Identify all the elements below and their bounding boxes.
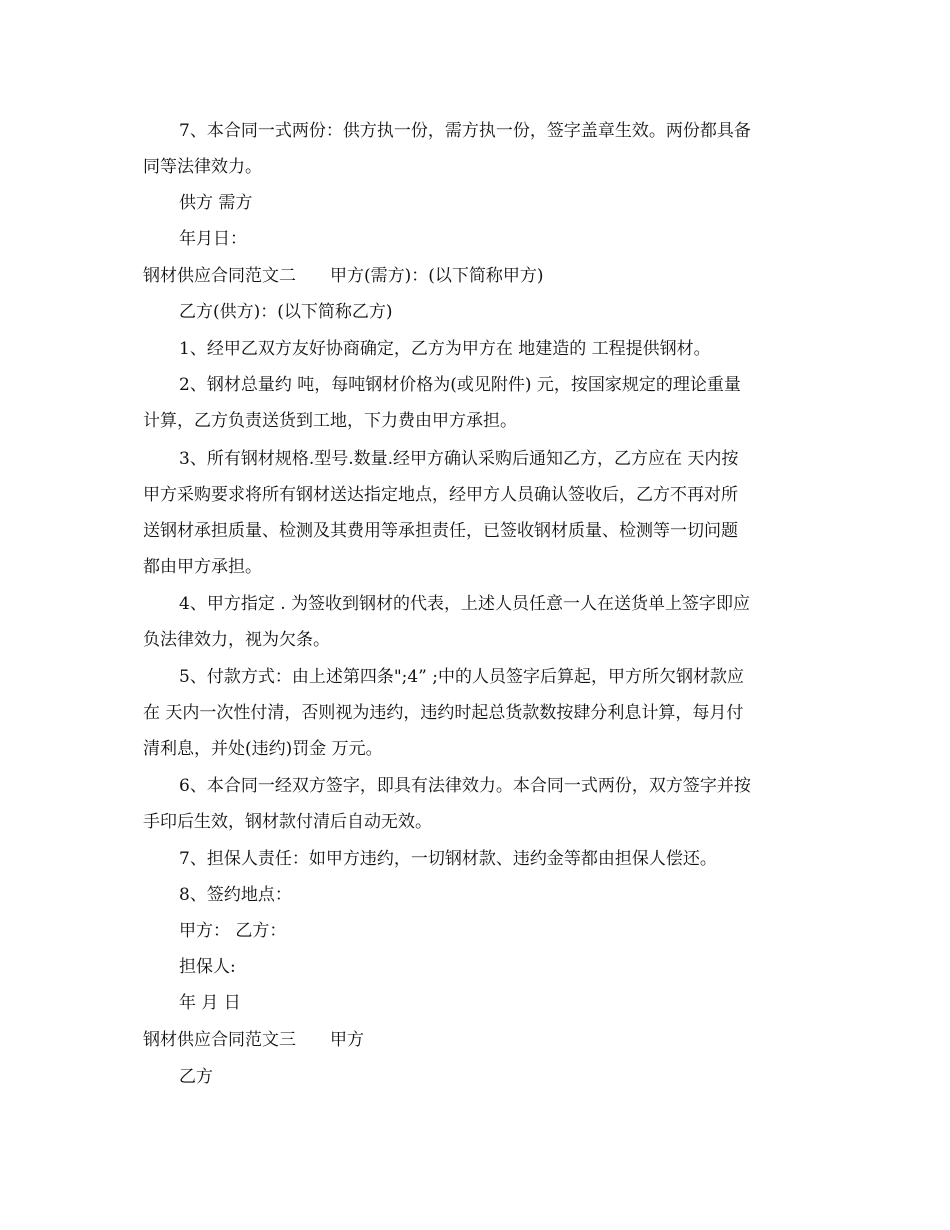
clause-5-line: 5、付款方式：由上述第四条";4” ;中的人员签字后算起，甲方所欠钢材款应 <box>179 667 744 687</box>
signature-line: 甲方： 乙方： <box>179 921 287 941</box>
party-b-label: 乙方(供方)：(以下简称乙方) <box>179 302 393 322</box>
clause-4-line: 负法律效力，视为欠条。 <box>143 630 330 650</box>
party-b-label: 乙方 <box>179 1067 213 1087</box>
clause-3-line: 甲方采购要求将所有钢材送达指定地点，经甲方人员确认签收后，乙方不再对所 <box>143 485 738 505</box>
clause-3-line: 都由甲方承担。 <box>143 557 262 577</box>
clause-2-line: 计算，乙方负责送货到工地，下力费由甲方承担。 <box>143 411 517 431</box>
section-title: 钢材供应合同范文二 <box>143 266 296 286</box>
paragraph-line: 7、本合同一式两份：供方执一份，需方执一份，签字盖章生效。两份都具备 <box>179 121 751 141</box>
date-line: 年 月 日 <box>179 993 241 1013</box>
clause-3-line: 送钢材承担质量、检测及其费用等承担责任，已签收钢材质量、检测等一切问题 <box>143 521 738 541</box>
signature-line: 供方 需方 <box>179 193 253 213</box>
paragraph-line: 同等法律效力。 <box>143 157 262 177</box>
section-title: 钢材供应合同范文三 <box>143 1030 296 1050</box>
clause-4-line: 4、甲方指定 . 为签收到钢材的代表，上述人员任意一人在送货单上签字即应 <box>179 594 751 614</box>
clause-2-line: 2、钢材总量约 吨，每吨钢材价格为(或见附件) 元，按国家规定的理论重量 <box>179 375 741 395</box>
clause-6-line: 6、本合同一经双方签字，即具有法律效力。本合同一式两份，双方签字并按 <box>179 776 751 796</box>
party-a-label: 甲方 <box>330 1030 364 1050</box>
guarantor-line: 担保人: <box>179 957 236 977</box>
section-heading-line <box>143 266 813 286</box>
clause-8: 8、签约地点： <box>179 885 292 905</box>
clause-7: 7、担保人责任：如甲方违约，一切钢材款、违约金等都由担保人偿还。 <box>179 849 717 869</box>
clause-1: 1、经甲乙双方友好协商确定，乙方为甲方在 地建造的 工程提供钢材。 <box>179 339 711 359</box>
date-line: 年月日： <box>179 229 247 249</box>
clause-5-line: 清利息，并处(违约)罚金 万元。 <box>143 739 383 759</box>
section-heading-line <box>143 1030 813 1050</box>
clause-5-line: 在 天内一次性付清，否则视为违约，违约时起总货款数按肆分利息计算，每月付 <box>143 703 744 723</box>
clause-6-line: 手印后生效，钢材款付清后自动无效。 <box>143 812 432 832</box>
clause-3-line: 3、所有钢材规格.型号.数量.经甲方确认采购后通知乙方，乙方应在 天内按 <box>179 449 739 469</box>
party-a-label: 甲方(需方)：(以下简称甲方) <box>330 266 544 286</box>
